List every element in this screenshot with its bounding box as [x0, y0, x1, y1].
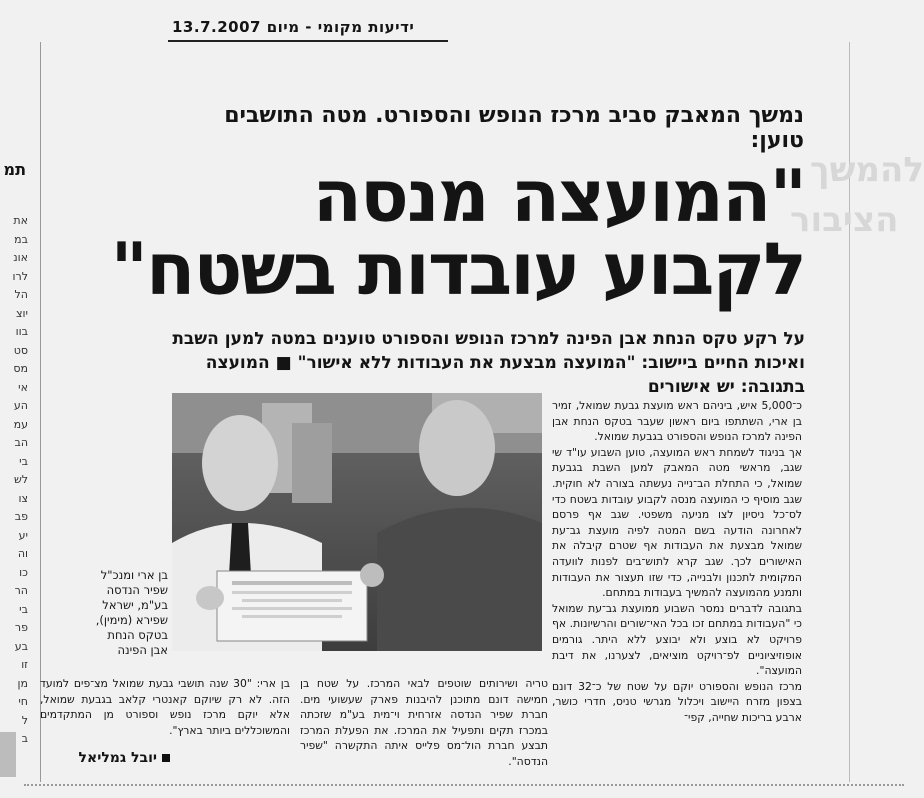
adjacent-left-line: צו: [18, 491, 28, 505]
adjacent-left-line: ל: [21, 713, 28, 727]
adjacent-left-line: בי: [19, 602, 28, 616]
article-subheadline: על רקע טקס הנחת אבן הפינה למרכז הנופש והספורט טוענים במטה למען השבת ואיכות החיים ביישוב: "המועצה מבצעת את העבודות ללא אישור" ■ המועצה בתגובה: יש אישורים: [172, 329, 805, 397]
adjacent-left-line: בי: [19, 454, 28, 468]
article-kicker: נמשך המאבק סביב מרכז הנופש והספורט. מטה התושבים טוען:: [224, 103, 804, 153]
adjacent-left-line: יע: [18, 528, 28, 542]
adjacent-left-line: עמ: [13, 417, 28, 431]
adjacent-right-ghost-2: הציבור: [790, 200, 899, 240]
body-paragraph-4: מרכז הנופש והספורט יוקם על שטח של כ־32 דונם בצפון מזרח היישוב ויכלול מגרשי טניס, חדרי כושר, ארבע בריכות שחייה, קפי־: [552, 679, 802, 724]
adjacent-left-column: [0, 212, 28, 752]
adjacent-left-line: פב: [14, 510, 28, 523]
body-paragraph-2: אך בניגוד לשמחת ראש המועצה, טוען השבוע עו"ד שי שגב, מראשי מטה המאבק למען השבת בגבעת שמואל, כי התחלת הב־נייה נעשתה בצורה לא חוקית. שגב מוסיף כי המועצה מנסה לקבוע עובדות בשטח כדי לס־כל ניסיון לצו מניעה משפטי. שגב אף פרסם לאחרונה הודעה בשם המטה לפיה מועצת גב־עת שמואל מבצעת את העבודות אף שטרם קיבלה את האישורים לכך. שגב קרא לתוש־בים לפנות לוועדה המקומית לתכנון ולבנייה, כדי שזו תעצור את העבודות ותמנע מהמועצה להמשיך בעבודות במתחם.: [552, 445, 802, 600]
body-paragraph-3: בתגובה לדברים נמסר השבוע ממועצת גב־עת שמואל כי "העבודות במתחם זכו בכל האי־שורים והרשיונות. אף פרויקט לא בוצע ולא יבוצע ללא היתר. גורמים אופוזיציוניים לפ־רויקט מוציאים, לצערנו, את דיבת המועצה".: [552, 601, 802, 678]
bottom-dotted-rule: [24, 784, 904, 786]
adjacent-left-line: לש: [13, 473, 28, 486]
adjacent-left-line: הר: [14, 584, 28, 597]
newspaper-source-header: ידיעות מקומי - מיום 13.7.2007: [172, 18, 415, 36]
article-photo: [172, 393, 542, 651]
adjacent-left-line: פר: [14, 621, 28, 634]
adjacent-right-ghost-1: להמשך: [810, 150, 924, 190]
adjacent-left-line: במ: [14, 232, 28, 246]
adjacent-left-line: אי: [18, 380, 28, 394]
author-byline: [40, 750, 170, 766]
adjacent-left-title: תמ: [3, 160, 26, 179]
adjacent-left-line: זו: [21, 658, 28, 671]
body-paragraph-1: כ־5,000 איש, ביניהם ראש מועצת גבעת שמואל, זמיר בן ארי, השתתפו ביום ראשון שעבר בטקס הנחת אבן הפינה למרכז הנופש והספורט בגבעת שמואל.: [552, 399, 802, 444]
adjacent-left-line: הב: [14, 436, 28, 449]
adjacent-left-line: אונ: [13, 251, 28, 264]
adjacent-left-line: בוו: [15, 325, 28, 338]
adjacent-left-line: כו: [19, 565, 28, 579]
adjacent-left-line: את: [13, 214, 28, 227]
adjacent-left-line: ב: [21, 732, 28, 745]
adjacent-left-line: חי: [18, 695, 28, 708]
article-body-left-column: [40, 676, 290, 738]
article-body-middle-column: [300, 676, 548, 770]
adjacent-left-line: הע: [13, 399, 28, 412]
photo-caption: בן ארי ומנכ"ל שפיר הנדסה בע"מ, ישראל שפירא (מימין), בטקס הנחת אבן הפינה: [95, 568, 168, 657]
adjacent-right-column: [790, 90, 924, 780]
adjacent-left-line: וה: [17, 547, 28, 560]
adjacent-left-line: לרו: [12, 269, 28, 283]
adjacent-left-line: הל: [14, 288, 28, 301]
body-paragraph-5: טריה ושירותים שוטפים לבאי המרכז. על שטח בן חמישה דונם מתוכנן להיבנות פארק שעשועי מים. חברת שפיר הנדסה אזרחית וי־מית בע"מ שזכתה במכרז תקים ותפעיל את המרכז. את הפעלת המרכז תבצע חברת הול־מס פלייס איתה התקשרה "שפיר הנדסה".: [300, 677, 548, 768]
adjacent-left-line: מן: [17, 676, 28, 690]
page-edge-block: [0, 732, 16, 777]
byline-name: יובל גמליאל: [78, 750, 157, 766]
byline-square-icon: [162, 754, 170, 762]
headline-line-2: לקבוע עובדות בשטח": [110, 227, 805, 311]
headline-line-1: "המועצה מנסה: [312, 154, 805, 238]
adjacent-left-line: בע: [14, 639, 28, 653]
body-paragraph-6: בן ארי: "30 שנה תושבי גבעת שמואל מצ־פים למועד הזה. לא רק שיוקם קאנטרי קלאב בגבעת שמואל, אלא יוקם מרכז נופש וספורט מן המתקדמים והמשוכללים ביותר בארץ".: [40, 677, 290, 737]
article-body-right-column: [552, 398, 802, 725]
adjacent-left-line: יוצ: [16, 306, 28, 320]
adjacent-left-line: סט: [13, 343, 28, 357]
adjacent-left-line: מס: [13, 362, 28, 375]
